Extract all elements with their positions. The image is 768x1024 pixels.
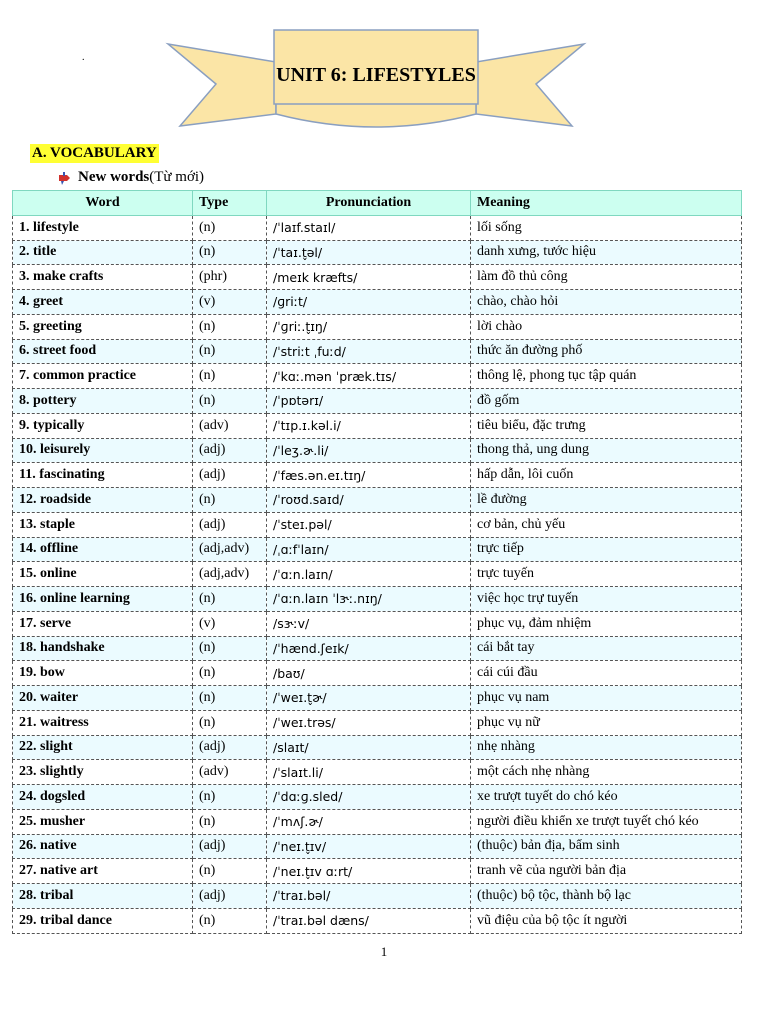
cell-word: 21. waitress bbox=[13, 710, 193, 735]
cell-word: 12. roadside bbox=[13, 488, 193, 513]
header-pronunciation: Pronunciation bbox=[267, 191, 471, 216]
cell-meaning: danh xưng, tước hiệu bbox=[471, 240, 742, 265]
table-row bbox=[13, 488, 742, 513]
cell-word: 25. musher bbox=[13, 809, 193, 834]
cell-meaning: (thuộc) bản địa, bẩm sinh bbox=[471, 834, 742, 859]
cell-meaning: thông lệ, phong tục tập quán bbox=[471, 364, 742, 389]
cell-pronunciation: /ˈmʌʃ.ɚ/ bbox=[267, 809, 471, 834]
cell-type: (n) bbox=[193, 488, 267, 513]
table-row bbox=[13, 562, 742, 587]
cell-pronunciation: /ˈstriːt ˌfuːd/ bbox=[267, 339, 471, 364]
cell-type: (n) bbox=[193, 587, 267, 612]
cell-meaning: tiêu biểu, đặc trưng bbox=[471, 413, 742, 438]
cell-type: (n) bbox=[193, 215, 267, 240]
cell-meaning: phục vụ nữ bbox=[471, 710, 742, 735]
cell-pronunciation: /ˈtɪp.ɪ.kəl.i/ bbox=[267, 413, 471, 438]
cell-pronunciation: /ˈɑːn.laɪn/ bbox=[267, 562, 471, 587]
cell-meaning: chào, chào hỏi bbox=[471, 290, 742, 315]
cell-pronunciation: /sɝːv/ bbox=[267, 611, 471, 636]
cell-meaning: cái cúi đầu bbox=[471, 661, 742, 686]
header-word: Word bbox=[13, 191, 193, 216]
cell-type: (adj) bbox=[193, 438, 267, 463]
cell-type: (n) bbox=[193, 364, 267, 389]
cell-type: (n) bbox=[193, 661, 267, 686]
cell-word: 23. slightly bbox=[13, 760, 193, 785]
table-row bbox=[13, 537, 742, 562]
header-meaning: Meaning bbox=[471, 191, 742, 216]
new-words-subheading bbox=[56, 168, 204, 187]
cell-type: (n) bbox=[193, 710, 267, 735]
cell-word: 3. make crafts bbox=[13, 265, 193, 290]
cell-pronunciation: /ˈweɪ.t̬ɚ/ bbox=[267, 686, 471, 711]
cell-word: 13. staple bbox=[13, 512, 193, 537]
vocabulary-table bbox=[12, 190, 742, 934]
cell-pronunciation: /ˈleʒ.ɚ.li/ bbox=[267, 438, 471, 463]
cell-pronunciation: /baʊ/ bbox=[267, 661, 471, 686]
cell-pronunciation: /ˌɑːfˈlaɪn/ bbox=[267, 537, 471, 562]
cell-word: 10. leisurely bbox=[13, 438, 193, 463]
cell-type: (n) bbox=[193, 636, 267, 661]
table-row bbox=[13, 265, 742, 290]
cell-type: (n) bbox=[193, 908, 267, 933]
cell-pronunciation: /ˈɡriː.t̬ɪŋ/ bbox=[267, 314, 471, 339]
cell-word: 9. typically bbox=[13, 413, 193, 438]
stray-dot: . bbox=[82, 52, 85, 63]
cell-word: 11. fascinating bbox=[13, 463, 193, 488]
cell-meaning: thức ăn đường phố bbox=[471, 339, 742, 364]
cell-word: 7. common practice bbox=[13, 364, 193, 389]
cell-word: 17. serve bbox=[13, 611, 193, 636]
cell-meaning: việc học trự tuyến bbox=[471, 587, 742, 612]
table-row bbox=[13, 587, 742, 612]
cell-pronunciation: /ˈkɑː.mən ˈpræk.tɪs/ bbox=[267, 364, 471, 389]
title-banner bbox=[160, 22, 592, 132]
table-row bbox=[13, 809, 742, 834]
cell-type: (n) bbox=[193, 785, 267, 810]
table-row bbox=[13, 785, 742, 810]
cell-word: 8. pottery bbox=[13, 389, 193, 414]
table-row bbox=[13, 364, 742, 389]
cell-meaning: thong thả, ung dung bbox=[471, 438, 742, 463]
cell-word: 1. lifestyle bbox=[13, 215, 193, 240]
cell-word: 16. online learning bbox=[13, 587, 193, 612]
table-row bbox=[13, 290, 742, 315]
cell-word: 4. greet bbox=[13, 290, 193, 315]
cell-type: (adj,adv) bbox=[193, 537, 267, 562]
table-row bbox=[13, 760, 742, 785]
cell-type: (n) bbox=[193, 686, 267, 711]
cell-pronunciation: /ˈfæs.ən.eɪ.tɪŋ/ bbox=[267, 463, 471, 488]
cell-meaning: cái bắt tay bbox=[471, 636, 742, 661]
cell-pronunciation: /slaɪt/ bbox=[267, 735, 471, 760]
cell-meaning: lề đường bbox=[471, 488, 742, 513]
cell-meaning: tranh vẽ của người bản địa bbox=[471, 859, 742, 884]
page-number: 1 bbox=[380, 944, 388, 959]
table-row bbox=[13, 215, 742, 240]
cell-pronunciation: /ˈneɪ.t̬ɪv ɑːrt/ bbox=[267, 859, 471, 884]
cell-pronunciation: /ˈtraɪ.bəl dæns/ bbox=[267, 908, 471, 933]
cell-word: 29. tribal dance bbox=[13, 908, 193, 933]
cell-type: (adv) bbox=[193, 760, 267, 785]
cell-word: 15. online bbox=[13, 562, 193, 587]
pin-bullet-icon bbox=[56, 170, 72, 186]
subheading-translation: (Từ mới) bbox=[149, 169, 205, 185]
cell-meaning: lời chào bbox=[471, 314, 742, 339]
table-row bbox=[13, 413, 742, 438]
cell-pronunciation: /ˈhænd.ʃeɪk/ bbox=[267, 636, 471, 661]
cell-type: (n) bbox=[193, 314, 267, 339]
cell-meaning: hấp dẫn, lôi cuốn bbox=[471, 463, 742, 488]
table-row bbox=[13, 463, 742, 488]
cell-type: (adj) bbox=[193, 884, 267, 909]
cell-meaning: một cách nhẹ nhàng bbox=[471, 760, 742, 785]
cell-meaning: người điều khiển xe trượt tuyết chó kéo bbox=[471, 809, 742, 834]
cell-type: (n) bbox=[193, 389, 267, 414]
cell-type: (adj) bbox=[193, 512, 267, 537]
section-heading: A. VOCABULARY bbox=[32, 145, 157, 161]
cell-type: (phr) bbox=[193, 265, 267, 290]
cell-pronunciation: /ˈneɪ.t̬ɪv/ bbox=[267, 834, 471, 859]
cell-word: 6. street food bbox=[13, 339, 193, 364]
cell-meaning: phục vụ, đảm nhiệm bbox=[471, 611, 742, 636]
table-row bbox=[13, 636, 742, 661]
cell-word: 24. dogsled bbox=[13, 785, 193, 810]
cell-pronunciation: /ˈsteɪ.pəl/ bbox=[267, 512, 471, 537]
cell-meaning: làm đồ thủ công bbox=[471, 265, 742, 290]
cell-type: (adj) bbox=[193, 834, 267, 859]
cell-pronunciation: /ˈdɑːɡ.sled/ bbox=[267, 785, 471, 810]
cell-pronunciation: /ˈslaɪt.li/ bbox=[267, 760, 471, 785]
subheading-label: New words bbox=[78, 169, 150, 185]
table-row bbox=[13, 686, 742, 711]
cell-type: (adj) bbox=[193, 463, 267, 488]
cell-word: 2. title bbox=[13, 240, 193, 265]
table-row bbox=[13, 339, 742, 364]
unit-title: UNIT 6: LIFESTYLES bbox=[276, 63, 476, 86]
cell-meaning: xe trượt tuyết do chó kéo bbox=[471, 785, 742, 810]
cell-type: (adj) bbox=[193, 735, 267, 760]
header-type: Type bbox=[193, 191, 267, 216]
cell-meaning: (thuộc) bộ tộc, thành bộ lạc bbox=[471, 884, 742, 909]
cell-meaning: đồ gốm bbox=[471, 389, 742, 414]
cell-meaning: vũ điệu của bộ tộc ít người bbox=[471, 908, 742, 933]
cell-pronunciation: /ˈtraɪ.bəl/ bbox=[267, 884, 471, 909]
cell-pronunciation: /ˈlaɪf.staɪl/ bbox=[267, 215, 471, 240]
cell-word: 28. tribal bbox=[13, 884, 193, 909]
cell-word: 14. offline bbox=[13, 537, 193, 562]
cell-pronunciation: /ˈweɪ.trəs/ bbox=[267, 710, 471, 735]
cell-word: 5. greeting bbox=[13, 314, 193, 339]
table-row bbox=[13, 834, 742, 859]
cell-pronunciation: /ˈtaɪ.t̬əl/ bbox=[267, 240, 471, 265]
table-row bbox=[13, 389, 742, 414]
table-row bbox=[13, 884, 742, 909]
table-row bbox=[13, 512, 742, 537]
table-row bbox=[13, 661, 742, 686]
table-row bbox=[13, 908, 742, 933]
cell-meaning: phục vụ nam bbox=[471, 686, 742, 711]
cell-type: (n) bbox=[193, 809, 267, 834]
table-row bbox=[13, 735, 742, 760]
table-row bbox=[13, 859, 742, 884]
table-row bbox=[13, 438, 742, 463]
cell-word: 27. native art bbox=[13, 859, 193, 884]
cell-type: (adj,adv) bbox=[193, 562, 267, 587]
cell-pronunciation: /ɡriːt/ bbox=[267, 290, 471, 315]
cell-pronunciation: /meɪk kræfts/ bbox=[267, 265, 471, 290]
cell-type: (n) bbox=[193, 339, 267, 364]
cell-pronunciation: /ˈɑːn.laɪn ˈlɝː.nɪŋ/ bbox=[267, 587, 471, 612]
cell-word: 18. handshake bbox=[13, 636, 193, 661]
cell-meaning: nhẹ nhàng bbox=[471, 735, 742, 760]
cell-type: (v) bbox=[193, 611, 267, 636]
table-row bbox=[13, 240, 742, 265]
cell-meaning: cơ bản, chủ yếu bbox=[471, 512, 742, 537]
table-row bbox=[13, 611, 742, 636]
table-header-row bbox=[13, 191, 742, 216]
cell-type: (v) bbox=[193, 290, 267, 315]
cell-type: (n) bbox=[193, 859, 267, 884]
cell-type: (adv) bbox=[193, 413, 267, 438]
cell-meaning: lối sống bbox=[471, 215, 742, 240]
vocabulary-rows bbox=[13, 215, 742, 933]
cell-word: 19. bow bbox=[13, 661, 193, 686]
cell-meaning: trực tuyến bbox=[471, 562, 742, 587]
cell-word: 22. slight bbox=[13, 735, 193, 760]
cell-pronunciation: /ˈroʊd.saɪd/ bbox=[267, 488, 471, 513]
cell-word: 20. waiter bbox=[13, 686, 193, 711]
table-row bbox=[13, 314, 742, 339]
cell-pronunciation: /ˈpɒtərɪ/ bbox=[267, 389, 471, 414]
table-row bbox=[13, 710, 742, 735]
cell-meaning: trực tiếp bbox=[471, 537, 742, 562]
cell-word: 26. native bbox=[13, 834, 193, 859]
cell-type: (n) bbox=[193, 240, 267, 265]
